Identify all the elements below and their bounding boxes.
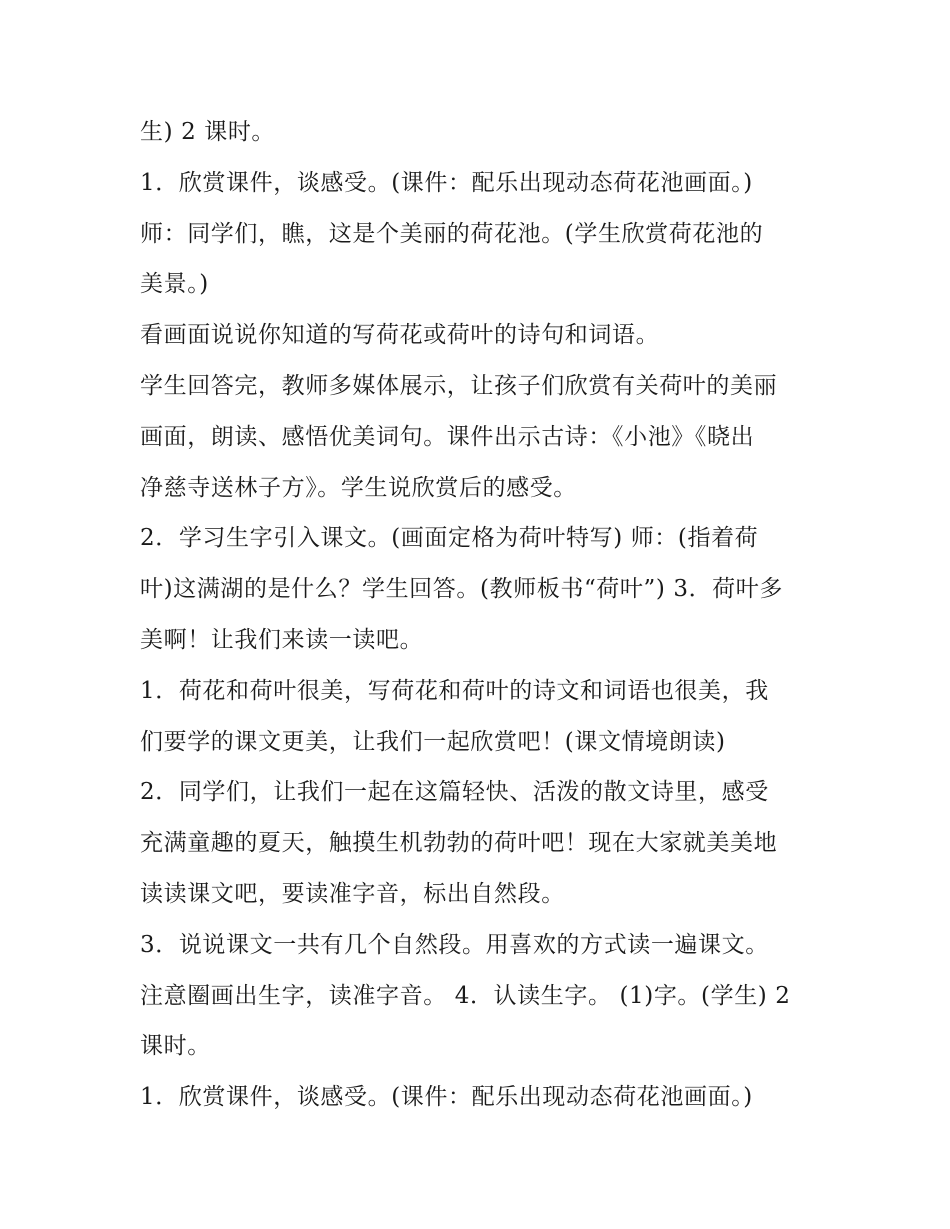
document-body	[140, 107, 820, 1123]
text-line: 美啊！让我们来读一读吧。	[140, 626, 424, 653]
text-line: 读读课文吧，要读准字音，标出自然段。	[140, 880, 565, 907]
text-line: 1．欣赏课件，谈感受。(课件：配乐出现动态荷花池画面。)	[140, 169, 753, 196]
text-line: 2．同学们，让我们一起在这篇轻快、活泼的散文诗里，感受	[140, 779, 769, 806]
text-line: 充满童趣的夏天，触摸生机勃勃的荷叶吧！现在大家就美美地	[140, 830, 778, 857]
text-line: 画面，朗读、感悟优美词句。课件出示古诗：《小池》《晓出	[140, 423, 755, 450]
text-line: 1．荷花和荷叶很美，写荷花和荷叶的诗文和词语也很美，我	[140, 677, 769, 704]
text-line: 净慈寺送林子方》。学生说欣赏后的感受。	[140, 474, 577, 501]
text-line: 们要学的课文更美，让我们一起欣赏吧！(课文情境朗读)	[140, 728, 726, 755]
text-line: 看画面说说你知道的写荷花或荷叶的诗句和词语。	[140, 322, 660, 349]
text-line: 1．欣赏课件，谈感受。(课件：配乐出现动态荷花池画面。)	[140, 1084, 753, 1111]
text-line: 美景。)	[140, 271, 209, 298]
text-line: 叶)这满湖的是什么？学生回答。(教师板书“荷叶”) 3．荷叶多	[140, 576, 783, 603]
text-line: 3．说说课文一共有几个自然段。用喜欢的方式读一遍课文。	[140, 931, 769, 958]
text-line: 生) 2 课时。	[140, 119, 276, 145]
text-line: 师：同学们，瞧，这是个美丽的荷花池。(学生欣赏荷花池的	[140, 220, 764, 247]
text-line: 2．学习生字引入课文。(画面定格为荷叶特写) 师：(指着荷	[140, 525, 759, 552]
text-line: 注意圈画出生字，读准字音。 4．认读生字。 (1)字。(学生) 2	[140, 982, 791, 1009]
text-line: 学生回答完，教师多媒体展示，让孩子们欣赏有关荷叶的美丽	[140, 372, 778, 399]
text-line: 课时。	[140, 1033, 211, 1060]
